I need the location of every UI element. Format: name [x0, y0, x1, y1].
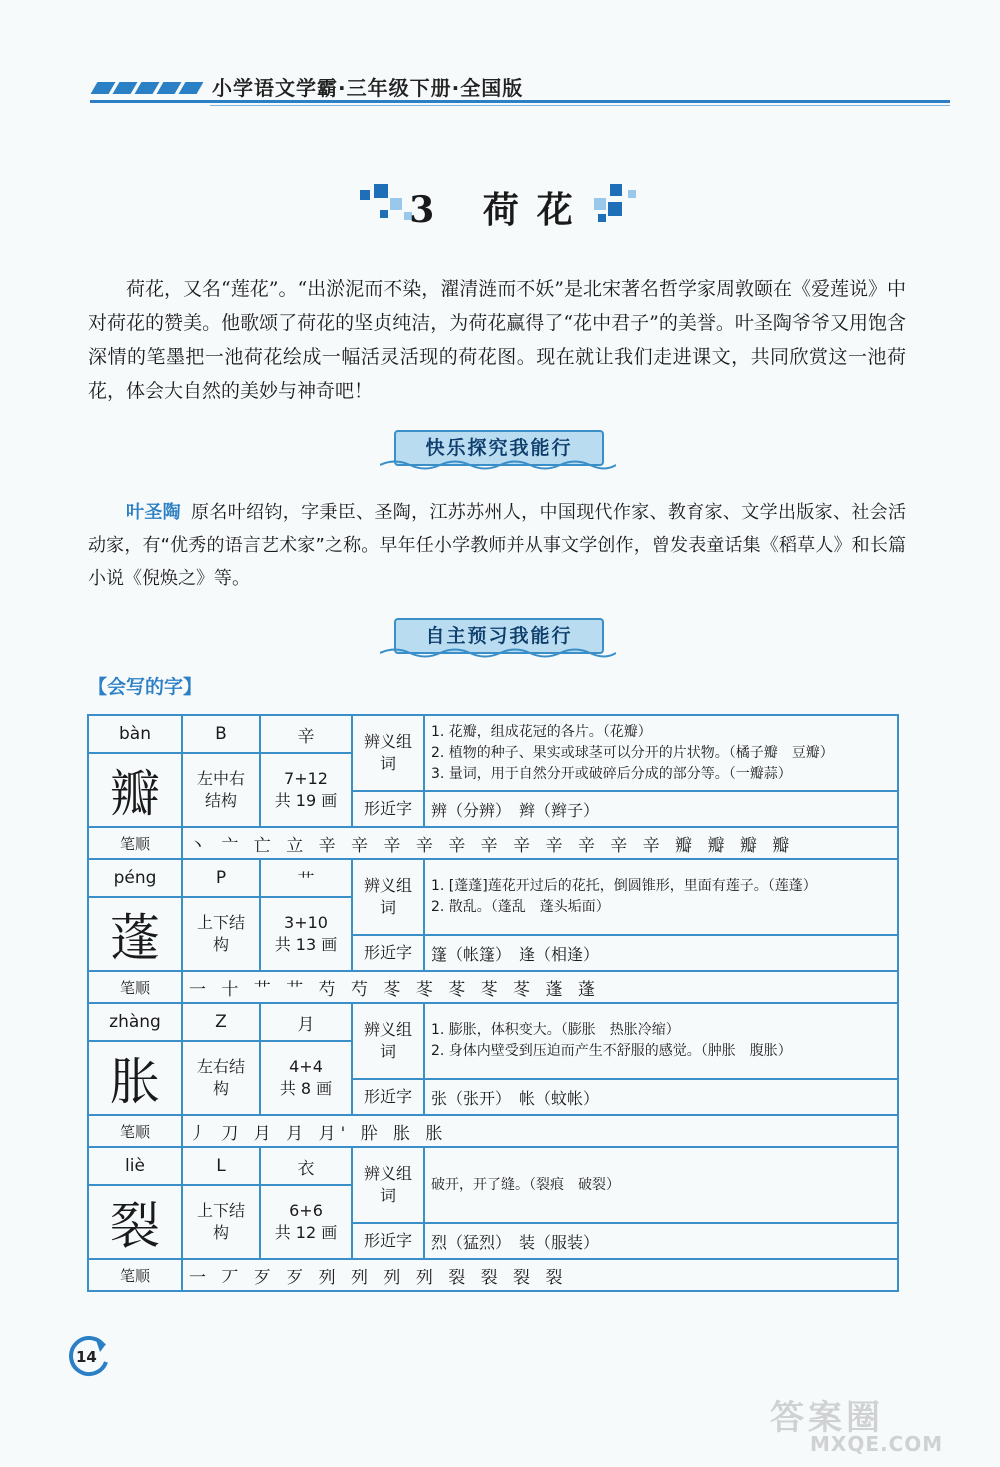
stroke-order: 丿 刀 月 月 月' 肸 胀 胀 [182, 1115, 898, 1147]
title-decoration-right [594, 184, 650, 224]
page-header [90, 68, 950, 108]
char-row-order [88, 1115, 898, 1147]
meaning-line: 1. [蓬蓬]莲花开过后的花托，倒圆锥形，里面有莲子。（莲蓬） [431, 878, 817, 894]
stroke-total: 共 13 画 [274, 935, 338, 954]
stroke-total: 共 8 画 [279, 1079, 333, 1098]
meaning-line: 1. 花瓣，组成花冠的各片。（花瓣） [431, 723, 652, 740]
similar-label: 形近字 [352, 1079, 424, 1115]
char-row-order [88, 1259, 898, 1291]
initial-letter: Z [182, 1003, 260, 1041]
lesson-number: 3 [409, 189, 453, 231]
header-stripes-decoration [90, 82, 200, 96]
stroke-count [260, 897, 352, 971]
radical: 月 [260, 1003, 352, 1041]
similar-chars: 篷（帐篷） 逢（相逢） [424, 935, 898, 971]
section-label-writing-characters: 【会写的字】 [88, 676, 203, 698]
character-table [87, 714, 899, 1292]
meanings [424, 715, 898, 791]
lesson-name: 荷花 [482, 189, 591, 231]
similar-chars: 辨（分辨） 辫（辫子） [424, 791, 898, 827]
character: 瓣 [88, 753, 182, 827]
author-name: 叶圣陶 [126, 502, 182, 523]
pinyin: liè [88, 1147, 182, 1185]
char-row-top [88, 715, 898, 753]
similar-label: 形近字 [352, 791, 424, 827]
structure-text: 左右结构 [197, 1057, 246, 1098]
similar-label: 形近字 [352, 935, 424, 971]
char-row-top [88, 1003, 898, 1041]
initial-letter: L [182, 1147, 260, 1185]
stroke-order-label: 笔顺 [88, 971, 182, 1003]
initial-letter: B [182, 715, 260, 753]
structure [182, 897, 260, 971]
meanings [424, 859, 898, 935]
page-number: 14 [76, 1348, 97, 1366]
meaning-line: 2. 身体内壁受到压迫而产生不舒服的感觉。（肿胀 腹胀） [431, 1043, 792, 1059]
watermark [770, 1390, 990, 1460]
author-bio: 原名叶绍钧，字秉臣、圣陶，江苏苏州人，中国现代作家、教育家、文学出版家、社会活动家，有“优秀的语言艺术家”之称。早年任小学教师并从事文学创作，曾发表童话集《稻草人》和长篇小说《倪焕之》等。 [88, 502, 907, 589]
meanings [424, 1003, 898, 1079]
stroke-count [260, 1185, 352, 1259]
meaning-line: 2. 散乱。（蓬乱 蓬头垢面） [431, 899, 610, 915]
radical: 辛 [260, 715, 352, 753]
stroke-total: 共 19 画 [274, 791, 338, 810]
similar-chars: 张（张开） 帐（蚊帐） [424, 1079, 898, 1115]
char-row-top [88, 859, 898, 897]
radical: 艹 [260, 859, 352, 897]
character: 蓬 [88, 897, 182, 971]
radical: 衣 [260, 1147, 352, 1185]
meaning-label: 辨义组词 [352, 715, 424, 791]
meaning-line: 2. 植物的种子、果实或球茎可以分开的片状物。（橘子瓣 豆瓣） [431, 744, 834, 761]
stroke-order-label: 笔顺 [88, 1259, 182, 1291]
header-rule [90, 100, 950, 103]
char-row-order [88, 971, 898, 1003]
stroke-order: 丶 亠 亡 立 辛 辛 辛 辛 辛 辛 辛 辛 辛 辛 辛 瓣 瓣 瓣 瓣 [182, 827, 898, 859]
structure [182, 753, 260, 827]
intro-paragraph: 荷花，又名“莲花”。“出淤泥而不染，濯清涟而不妖”是北宋著名哲学家周敦颐在《爱莲说》中对荷花的赞美。他歌颂了荷花的坚贞纯洁，为荷花赢得了“花中君子”的美誉。叶圣陶爷爷又用饱含深情的笔墨把一池荷花绘成一幅活灵活现的荷花图。现在就让我们走进课文，共同欣赏这一池荷花，体会大自然的美妙与神奇吧！ [88, 278, 906, 402]
stroke-order: 一 丆 歹 歹 列 列 列 列 裂 裂 裂 裂 [182, 1259, 898, 1291]
meanings [424, 1147, 898, 1223]
book-title: 小学语文学霸·三年级下册·全国版 [212, 76, 524, 100]
section-banner-preview [380, 616, 616, 660]
stroke-formula: 7+12 [284, 769, 328, 788]
structure-text: 上下结构 [197, 913, 246, 954]
stroke-formula: 3+10 [284, 913, 328, 932]
lesson-title [0, 182, 1000, 233]
stroke-order-label: 笔顺 [88, 827, 182, 859]
meaning-line: 1. 膨胀，体积变大。（膨胀 热胀冷缩） [431, 1022, 680, 1038]
author-intro [88, 496, 906, 595]
stroke-formula: 4+4 [289, 1057, 323, 1076]
structure [182, 1041, 260, 1115]
watermark-text: 答案圈 [770, 1398, 884, 1438]
stroke-order: 一 十 艹 艹 芍 芍 苳 苳 苳 苳 苳 蓬 蓬 [182, 971, 898, 1003]
initial-letter: P [182, 859, 260, 897]
stroke-total: 共 12 画 [274, 1223, 338, 1242]
wave-icon [380, 458, 616, 472]
stroke-formula: 6+6 [289, 1201, 323, 1220]
character: 裂 [88, 1185, 182, 1259]
stroke-order-label: 笔顺 [88, 1115, 182, 1147]
structure [182, 1185, 260, 1259]
meaning-line: 3. 量词，用于自然分开或破碎后分成的部分等。（一瓣蒜） [431, 765, 792, 782]
similar-chars: 烈（猛烈） 装（服装） [424, 1223, 898, 1259]
structure-text: 上下结构 [197, 1201, 246, 1242]
stroke-count [260, 1041, 352, 1115]
banner-label: 自主预习我能行 [394, 618, 604, 654]
stroke-count [260, 753, 352, 827]
watermark-url: MXQE.COM [810, 1432, 944, 1456]
structure-text: 左中右结构 [197, 769, 246, 810]
meaning-label: 辨义组词 [352, 1147, 424, 1223]
meaning-line: 破开，开了缝。（裂痕 破裂） [431, 1176, 620, 1193]
pinyin: péng [88, 859, 182, 897]
page-number-badge [66, 1336, 110, 1380]
section-banner-explore [380, 428, 616, 472]
banner-label: 快乐探究我能行 [394, 430, 604, 466]
char-row-order [88, 827, 898, 859]
char-row-top [88, 1147, 898, 1185]
meaning-label: 辨义组词 [352, 1003, 424, 1079]
similar-label: 形近字 [352, 1223, 424, 1259]
header-rule-thin [210, 105, 950, 106]
wave-icon [380, 646, 616, 660]
pinyin: bàn [88, 715, 182, 753]
pinyin: zhàng [88, 1003, 182, 1041]
meaning-label: 辨义组词 [352, 859, 424, 935]
character: 胀 [88, 1041, 182, 1115]
